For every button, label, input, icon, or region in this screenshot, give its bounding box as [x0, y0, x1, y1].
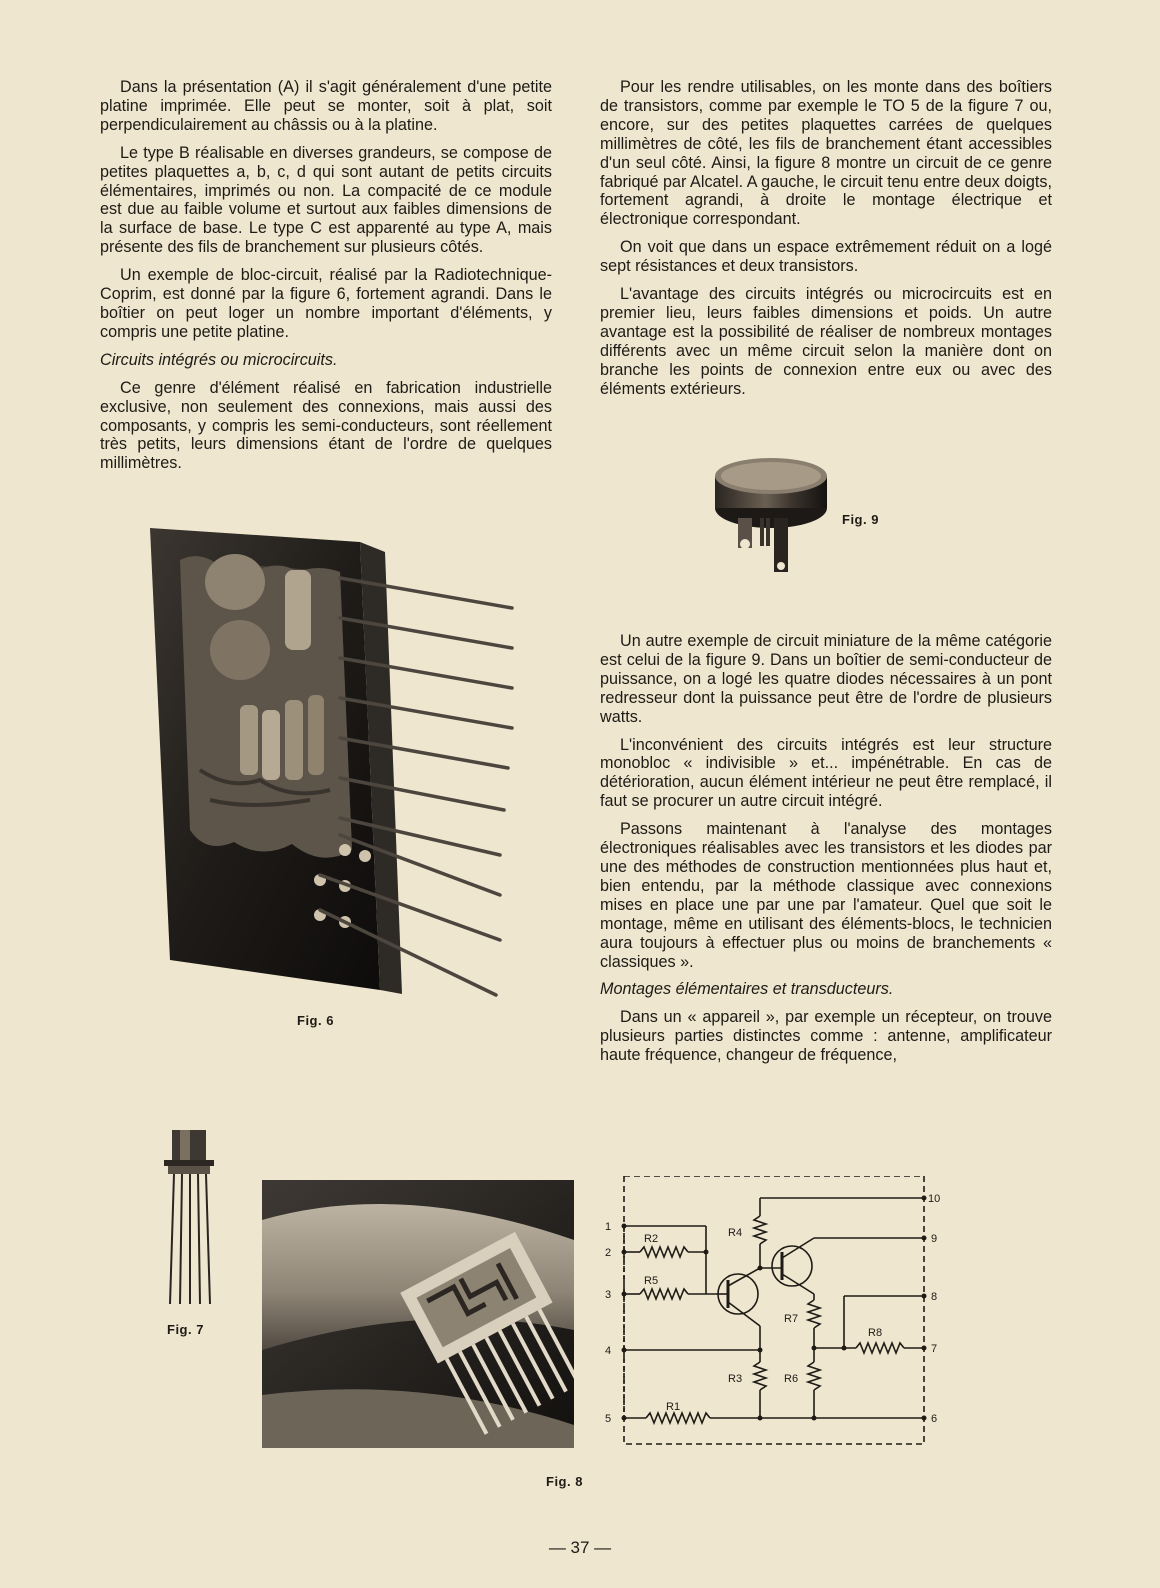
resistor-label: R5	[644, 1275, 659, 1287]
fig6-caption: Fig. 6	[297, 1013, 334, 1028]
fig8-caption: Fig. 8	[546, 1474, 583, 1489]
right-column-bottom	[600, 632, 1052, 1074]
resistor-label: R6	[784, 1373, 799, 1385]
pin-label: 4	[605, 1345, 612, 1357]
pin-label: 8	[931, 1291, 938, 1303]
paragraph: On voit que dans un espace extrêmement réduit on a logé sept résistances et deux transistors.	[600, 238, 1052, 276]
paragraph: Ce genre d'élément réalisé en fabrication industrielle exclusive, non seulement des connexions, mais aussi des composants, y compris les semi-conducteurs, sont réellement très petits, leurs dimensions étant de l'ordre de quelques millimètres.	[100, 378, 552, 473]
paragraph: Dans la présentation (A) il s'agit généralement d'une petite platine imprimée. Elle peut se monter, soit à plat, soit perpendiculairement au châssis ou à la platine.	[100, 78, 552, 134]
fig7-caption: Fig. 7	[167, 1322, 204, 1337]
paragraph: L'avantage des circuits intégrés ou microcircuits est en premier lieu, leurs faibles dimensions et poids. Un autre avantage est la possibilité de réaliser de nombreux montages différents avec un même circuit selon la manière dont on branche les points de connexion entre eux ou avec des éléments extérieurs.	[600, 285, 1052, 398]
resistor-label: R7	[784, 1313, 799, 1325]
resistor-label: R1	[666, 1401, 681, 1413]
resistor-label: R4	[728, 1227, 743, 1239]
pin-label: 2	[605, 1247, 612, 1259]
fig7-photo	[160, 1128, 218, 1308]
fig9-photo	[712, 456, 830, 582]
pin-label: 7	[931, 1343, 938, 1355]
pin-label: 5	[605, 1413, 612, 1425]
paragraph: Passons maintenant à l'analyse des montages électroniques réalisables avec les transistors et les diodes par une des méthodes de construction mentionnées plus haut et, bien entendu, par la méthode classique avec connexions mises en place une par une par l'amateur. Quel que soit le montage, même en utilisant des éléments-blocs, le technicien aura toujours à effectuer plus ou moins de branchements « classiques ».	[600, 820, 1052, 971]
resistor-label: R8	[868, 1327, 883, 1339]
fig8-photo	[262, 1180, 574, 1448]
right-column-top	[600, 78, 1052, 408]
paragraph: Pour les rendre utilisables, on les monte dans des boîtiers de transistors, comme par exemple le TO 5 de la figure 7 ou, encore, sur des petites plaquettes carrées de quelques millimètres de côté, les fils de branchement étant accessibles d'un seul côté. Ainsi, la figure 8 montre un circuit de ce genre fabriqué par Alcatel. A gauche, le circuit tenu entre deux doigts, fortement agrandi, à droite le montage électrique et électronique correspondant.	[600, 78, 1052, 229]
pin-label: 9	[931, 1233, 938, 1245]
page-number: — 37 —	[548, 1538, 612, 1557]
paragraph: Un exemple de bloc-circuit, réalisé par la Radiotechnique-Coprim, est donné par la figure 6, fortement agrandi. Dans le boîtier on peut loger un nombre important d'éléments, y compris une petite platine.	[100, 266, 552, 341]
fig6-photo	[140, 520, 520, 1010]
left-column	[100, 78, 552, 482]
resistor-label: R3	[728, 1373, 743, 1385]
paragraph: Dans un « appareil », par exemple un récepteur, on trouve plusieurs parties distinctes comme : antenne, amplificateur haute fréquence, changeur de fréquence,	[600, 1008, 1052, 1065]
paragraph: Le type B réalisable en diverses grandeurs, se compose de petites plaquettes a, b, c, d qui sont autant de petits circuits élémentaires, imprimés ou non. La compacité de ce module est due au faible volume et surtout aux faibles dimensions de la surface de base. Le type C est apparenté au type A, mais présente des fils de branchement sur plusieurs côtés.	[100, 143, 552, 257]
resistor-label: R2	[644, 1233, 659, 1245]
pin-label: 1	[605, 1221, 612, 1233]
fig9-caption: Fig. 9	[842, 512, 879, 527]
section-heading: Circuits intégrés ou microcircuits.	[100, 350, 338, 369]
pin-label: 3	[605, 1289, 612, 1301]
fig8-schematic	[600, 1176, 960, 1474]
paragraph: Un autre exemple de circuit miniature de la même catégorie est celui de la figure 9. Dans un boîtier de semi-conducteur de puissance, on a logé les quatre diodes nécessaires à un pont redresseur dont la puissance peut être de l'ordre de plusieurs watts.	[600, 632, 1052, 726]
pin-label: 6	[931, 1413, 938, 1425]
pin-label: 10	[928, 1193, 941, 1205]
section-heading: Montages élémentaires et transducteurs.	[600, 980, 894, 999]
paragraph: L'inconvénient des circuits intégrés est leur structure monobloc « indivisible » et... impénétrable. En cas de détérioration, aucun élément intérieur ne peut être remplacé, il faut se procurer un autre circuit intégré.	[600, 735, 1052, 811]
